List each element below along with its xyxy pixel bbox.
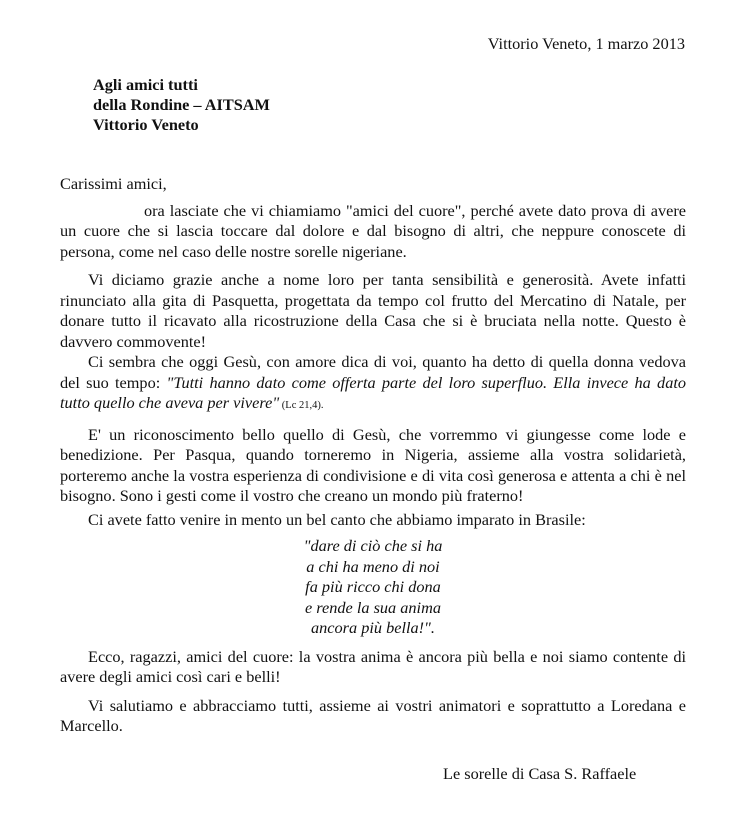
letter-body [60,174,686,737]
paragraph-4: E' un riconoscimento bello quello di Gesù, che vorremmo vi giungesse come lode e benedizione. Per Pasqua, quando torneremo in Nigeria, assieme alla vostra solidarietà, porteremo anche la vostra esperienza di condivisione e di vita così generosa e attenta a chi è nel bisogno. Sono i gesti come il vostro che creano un mondo più fraterno! [60,424,686,505]
paragraph-5: Ci avete fatto venire in mento un bel canto che abbiamo imparato in Brasile: [88,509,586,529]
gospel-quote: "Tutti hanno dato come offerta parte del loro superfluo. Ella invece ha dato tutto quello che aveva per vivere" [60,372,686,412]
addressee-block [93,75,270,135]
song-line-2: a chi ha meno di noi [306,556,440,576]
song-line-4: e rende la sua anima [305,597,441,617]
gospel-citation: (Lc 21,4). [279,400,324,411]
paragraph-7: Vi salutiamo e abbracciamo tutti, assieme ai vostri animatori e soprattutto a Loredana e Marcello. [60,695,686,735]
song-line-5: ancora più bella!". [311,618,435,637]
signature: Le sorelle di Casa S. Raffaele [443,764,637,783]
paragraph-6: Ecco, ragazzi, amici del cuore: la vostra anima è ancora più bella e noi siamo contente di avere degli amici così cari e belli! [60,646,686,686]
addressee-line-1: Agli amici tutti [93,75,198,94]
paragraph-1: ora lasciate che vi chiamiamo "amici del cuore", perché avete dato prova di avere un cuore che si lascia toccare dal dolore e dal bisogno di altri, che neppure conoscete di persona, come nel caso delle nostre sorelle nigeriane. [60,200,686,261]
salutation: Carissimi amici, [60,174,167,193]
addressee-line-3: Vittorio Veneto [93,115,199,134]
song-verse [60,536,686,639]
paragraph-2: Vi diciamo grazie anche a nome loro per tanta sensibilità e generosità. Avete infatti rinunciato alla gita di Pasquetta, progettata da tempo col frutto del Mercatino di Natale, per donare tutto il ricavato alla ricostruzione della Casa che si è bruciata nella notte. Questo è davvero commovente! [60,270,686,351]
place-date: Vittorio Veneto, 1 marzo 2013 [487,34,685,53]
song-line-1: "dare di ciò che si ha [303,536,443,555]
paragraph-3-intro: Ci sembra che oggi Gesù, con amore dica di voi, quanto ha detto di quella donna vedova del suo tempo: [60,352,686,392]
paragraph-3 [60,352,686,417]
song-line-3: fa più ricco chi dona [305,577,441,596]
addressee-line-2: della Rondine – AITSAM [93,95,270,114]
